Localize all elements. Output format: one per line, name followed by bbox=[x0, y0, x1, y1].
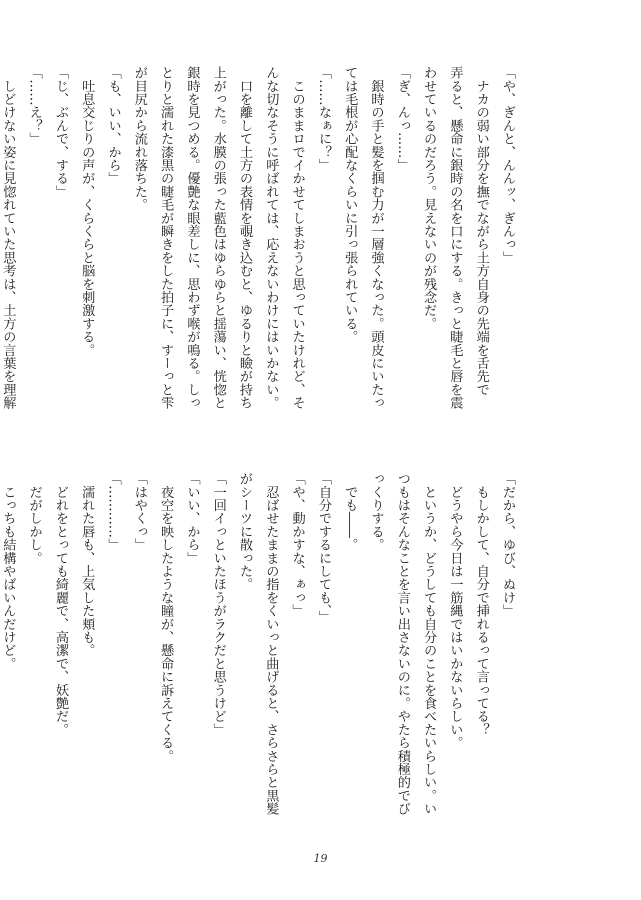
text-line: でも――。 bbox=[342, 472, 358, 552]
text-line: 「も、いい、から」 bbox=[105, 66, 121, 185]
text-line: こっちも結構やばいんだけど。 bbox=[0, 472, 16, 670]
text-line: 「だから、ゆび、ぬけ」 bbox=[500, 472, 515, 618]
text-line: 「……え？」 bbox=[26, 66, 42, 146]
text-line: だがしかし。 bbox=[26, 472, 42, 565]
text-line: つもはそんなことを言い出さないのに。やたら積極的でび bbox=[394, 472, 410, 816]
text-line: 弄ると、懸命に銀時の名を口にする。きっと睫毛と唇を震 bbox=[447, 66, 463, 410]
text-line: 「や、動かすな、ぁっ」 bbox=[289, 472, 305, 618]
text-line: 忍ばせたままの指をくいっと曲げると、さらさらと黒髪 bbox=[263, 472, 279, 816]
text-line: 夜空を映したような瞳が、懸命に訴えてくる。 bbox=[158, 472, 174, 763]
text-line: 「自分でするにしても、」 bbox=[315, 472, 331, 624]
text-line: 「じ、ぶんで、する」 bbox=[52, 66, 68, 198]
text-line: がシーツに散った。 bbox=[237, 472, 253, 591]
text-line: わせているのだろう。見えないのが残念だ。 bbox=[421, 66, 437, 330]
text-line: どうやら今日は一筋縄ではいかないらしい。 bbox=[447, 472, 463, 750]
text-line: 上がった。水膜の張った藍色はゆらゆらと揺蕩い、恍惚と bbox=[210, 66, 226, 410]
text-line: 「いい、から」 bbox=[184, 472, 200, 565]
text-line: 「一回イっといたほうがラクだと思うけど」 bbox=[210, 472, 226, 736]
text-line: 吐息交じりの声が、くらくらと脳を刺激する。 bbox=[79, 66, 95, 357]
text-line: もしかして、自分で挿れるって言ってる？ bbox=[473, 472, 489, 736]
text-line: 銀時の手と髪を掴む力が一層強くなった。頭皮にいたっ bbox=[368, 66, 384, 410]
text-line: 「ぎ、んっ……」 bbox=[394, 66, 410, 172]
upper-text-block bbox=[0, 66, 520, 436]
text-line: どれをとっても綺麗で、高潔で、妖艶だ。 bbox=[52, 472, 68, 736]
text-line: ナカの弱い部分を撫でながら土方自身の先端を舌先で bbox=[473, 66, 489, 396]
text-line: 銀時を見つめる。優艶な眼差しに、思わず喉が鳴る。しっ bbox=[184, 66, 200, 410]
page-number: 19 bbox=[313, 852, 328, 865]
text-line: しどけない姿に見惚れていた思考は、土方の言葉を理解 bbox=[0, 66, 16, 410]
text-line: 「はやくっ」 bbox=[131, 472, 147, 552]
text-line: とりと濡れた漆黒の睫毛が瞬きをした拍子に、すーっと雫 bbox=[158, 66, 174, 410]
text-line: っくりする。 bbox=[368, 472, 384, 552]
text-line: 「…………」 bbox=[105, 472, 121, 552]
lower-text-block bbox=[0, 472, 520, 816]
text-line: ては毛根が心配なくらいに引っ張られている。 bbox=[342, 66, 358, 344]
text-line: が目尻から流れ落ちた。 bbox=[131, 66, 147, 212]
text-line: このままロでイかせてしまおうと思っていたけれど、そ bbox=[289, 66, 305, 410]
text-line: 「や、ぎんと、んんッ、ぎんっ」 bbox=[500, 66, 515, 264]
text-line: 口を離して土方の表情を覗き込むと、ゆるりと瞼が持ち bbox=[237, 66, 253, 410]
text-line: というか、どうしても自分のことを食べたいらしい。い bbox=[421, 472, 437, 816]
text-line: 「……なぁに？」 bbox=[315, 66, 331, 172]
text-line: 濡れた唇も、上気した頬も。 bbox=[79, 472, 95, 657]
text-line: んな切なそうに呼ばれては、応えないわけにはいかない。 bbox=[263, 66, 279, 410]
